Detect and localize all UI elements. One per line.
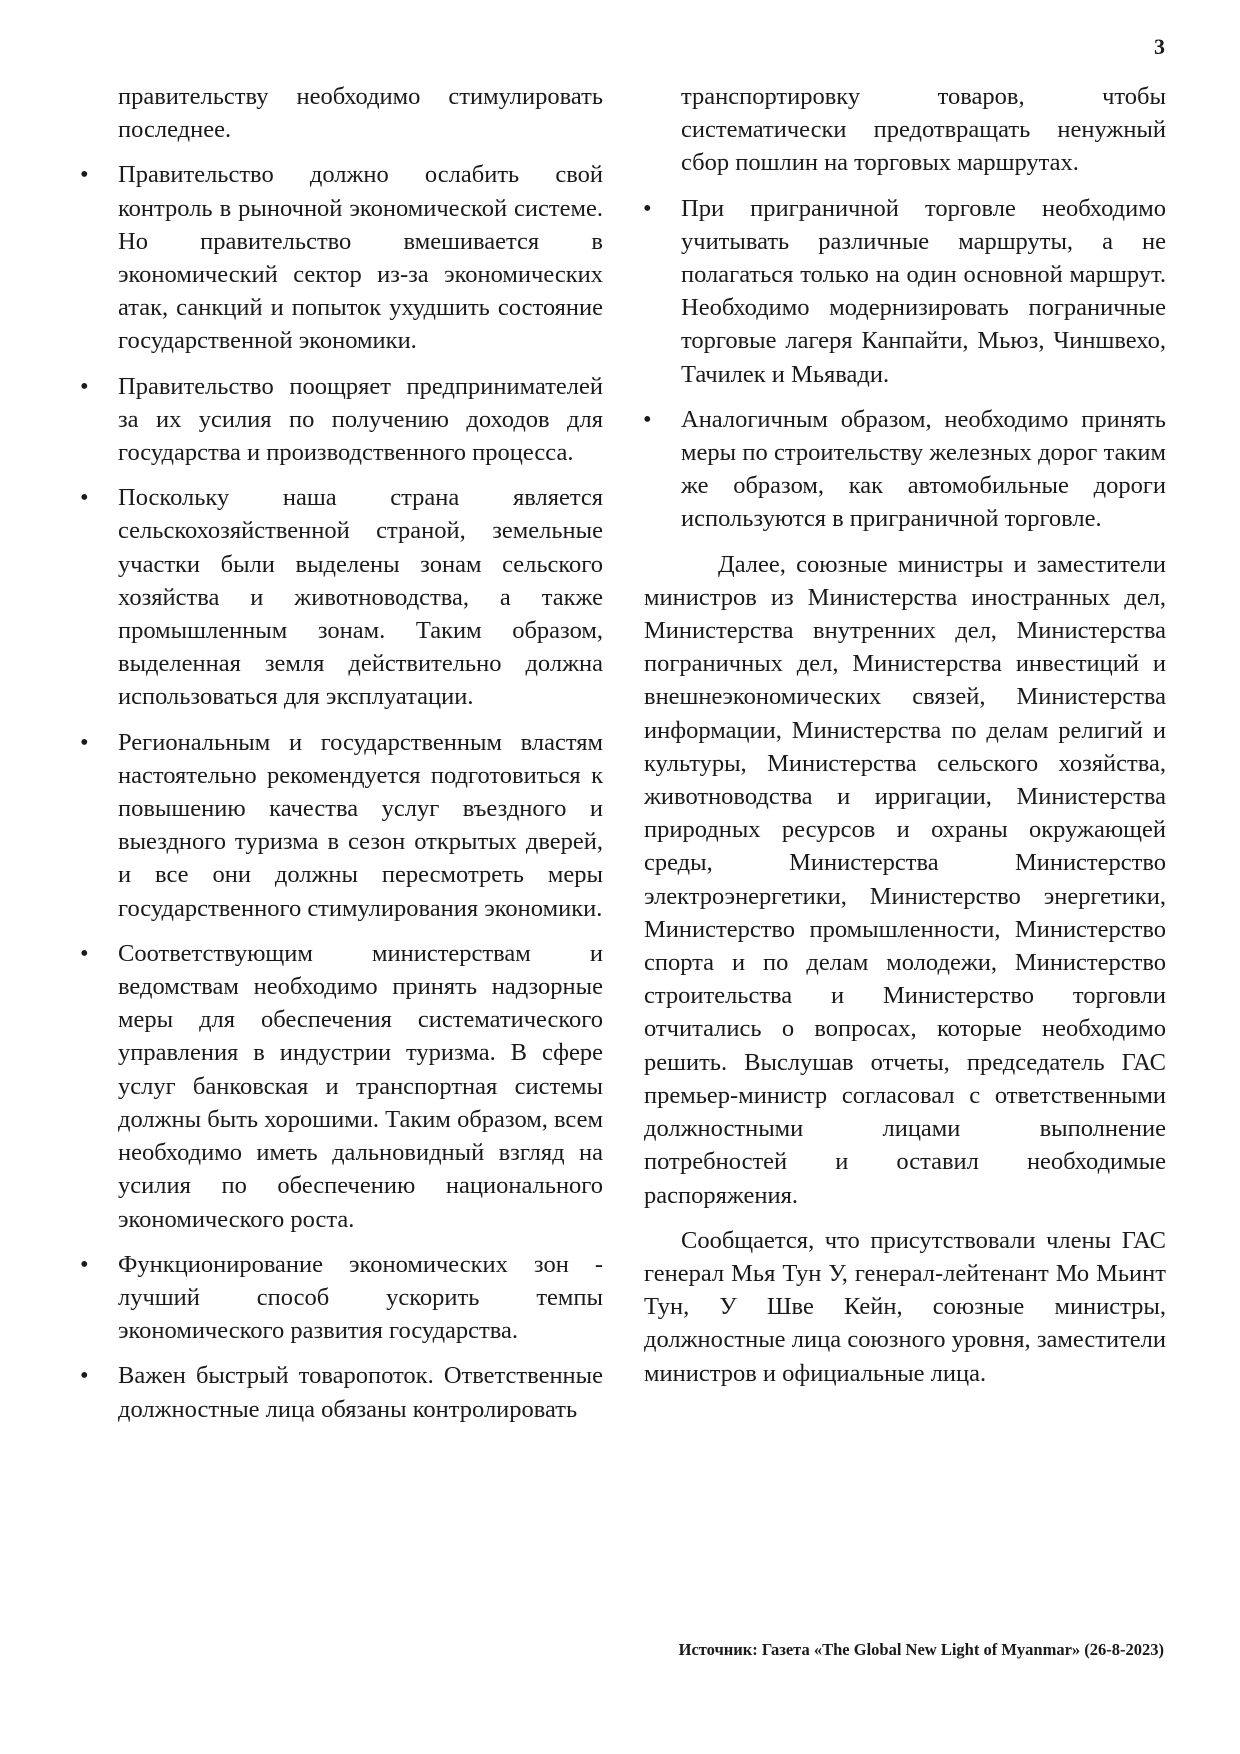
list-item: • Аналогичным образом, необходимо принять меры по строительству железных дорог таким же образом, как автомобильные дороги используются в приграничной торговле. (681, 403, 1166, 536)
right-column (644, 80, 1166, 1402)
bullet-list (118, 158, 603, 1425)
bullet-list (644, 192, 1166, 536)
page-number: 3 (1154, 34, 1165, 59)
left-column (118, 80, 603, 1438)
source-citation: Источник: Газета «The Global New Light of Myanmar» (26-8-2023) (678, 1640, 1164, 1659)
body-paragraph: Сообщается, что присутствовали члены ГАС генерал Мья Тун У, генерал-лейтенант Мо Мьинт Тун, У Шве Кейн, союзные министры, должностные лица союзного уровня, заместители министров и официальные лица. (644, 1226, 1166, 1387)
continuation-text: правительству необходимо стимулировать последнее. (118, 83, 603, 144)
list-item: • Правительство поощряет предпринимателей за их усилия по получению доходов для государства и производственного процесса. (118, 370, 603, 470)
list-item: • Региональным и государственным властям настоятельно рекомендуется подготовиться к повышению качества услуг въездного и выездного туризма в сезон открытых дверей, и все они должны пересмотреть меры государственного стимулирования экономики. (118, 726, 603, 925)
list-item: • Поскольку наша страна является сельскохозяйственной страной, земельные участки были выделены зонам сельского хозяйства и животноводства, а также промышленным зонам. Таким образом, выделенная земля действительно должна использоваться для эксплуатации. (118, 481, 603, 713)
list-item: • Правительство должно ослабить свой контроль в рыночной экономической системе. Но правительство вмешивается в экономический сектор из-за экономических атак, санкций и попыток ухудшить состояние государственной экономики. (118, 158, 603, 357)
continuation-text: транспортировку товаров, чтобы систематически предотвращать ненужный сбор пошлин на торговых маршрутах. (681, 83, 1166, 177)
list-item: • При приграничной торговле необходимо учитывать различные маршруты, а не полагаться только на один основной маршрут. Необходимо модернизировать пограничные торговые лагеря Канпайти, Мьюз, Чиншвехо, Тачилек и Мьявади. (681, 192, 1166, 391)
list-item: • Важен быстрый товаропоток. Ответственные должностные лица обязаны контролировать (118, 1359, 603, 1425)
body-paragraph: Далее, союзные министры и заместители министров из Министерства иностранных дел, Министерства внутренних дел, Министерства пограничных дел, Министерства инвестиций и внешнеэкономических связей, Министерства информации, Министерства по делам религий и культуры, Министерства сельского хозяйства, животноводства и ирригации, Министерства природных ресурсов и охраны окружающей среды, Министерства Министерство электроэнергетики, Министерство энергетики, Министерство промышленности, Министерство спорта и по делам молодежи, Министерство строительства и Министерство торговли отчитались о вопросах, которые необходимо решить. Выслушав отчеты, председатель ГАС премьер-министр согласовал с ответственными должностными лицами выполнение потребностей и оставил необходимые распоряжения. (644, 550, 1166, 1209)
list-item: • Функционирование экономических зон - лучший способ ускорить темпы экономического развития государства. (118, 1248, 603, 1348)
list-item: • Соответствующим министерствам и ведомствам необходимо принять надзорные меры для обеспечения систематического управления в индустрии туризма. В сфере услуг банковская и транспортная системы должны быть хорошими. Таким образом, всем необходимо иметь дальновидный взгляд на усилия по обеспечению национального экономического роста. (118, 937, 603, 1236)
